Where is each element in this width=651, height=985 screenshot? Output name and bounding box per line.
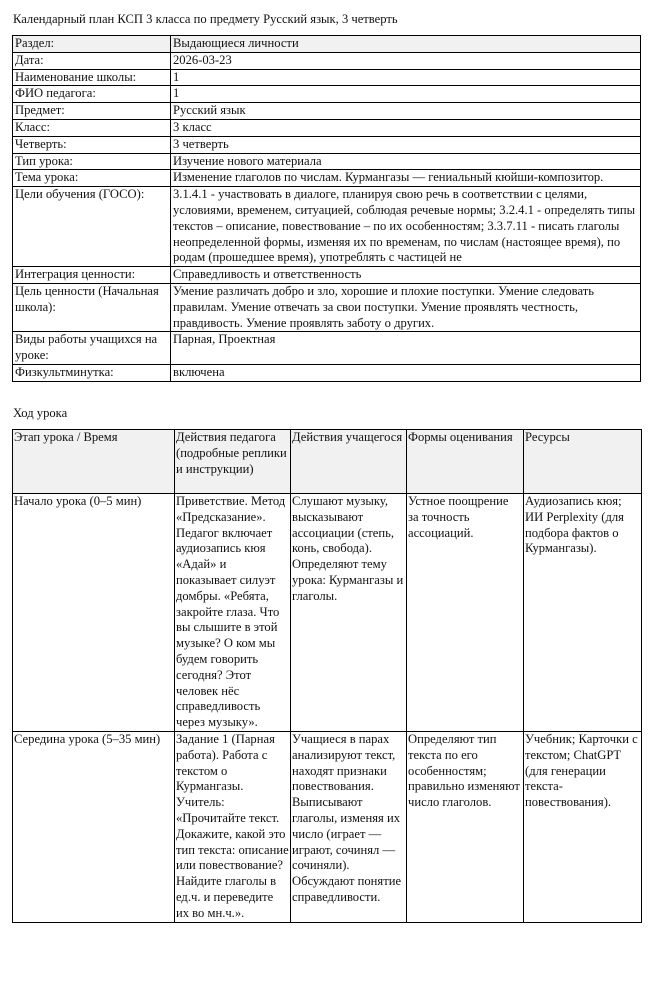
info-value: Изменение глаголов по числам. Курмангазы — гениальный кюйши-композитор. [171,170,641,187]
flow-teacher-actions: Задание 1 (Парная работа). Работа с текстом о Курмангазы. Учитель: «Прочитайте текст. Докажите, какой это тип текста: описание или повествование? Найдите глаголы в ед.ч. и переведите их во мн.ч.». [175,731,291,922]
flow-row [13,731,642,922]
flow-assessment: Определяют тип текста по его особенностям; правильно изменяют число глаголов. [407,731,524,922]
info-value: включена [171,364,641,381]
info-row [13,136,641,153]
info-label: Тема урока: [13,170,171,187]
info-row [13,52,641,69]
lesson-flow-table [12,429,642,923]
flow-student-actions: Слушают музыку, высказывают ассоциации (степь, конь, свобода). Определяют тему урока: Курмангазы и глаголы. [291,494,407,732]
flow-stage: Начало урока (0–5 мин) [13,494,175,732]
info-row [13,283,641,331]
info-label: Интеграция ценности: [13,267,171,284]
column-header-student: Действия учащегося [291,430,407,494]
info-row [13,187,641,267]
info-row [13,170,641,187]
info-row [13,267,641,284]
info-row [13,332,641,365]
info-label: Дата: [13,52,171,69]
info-row [13,86,641,103]
column-header-resources: Ресурсы [524,430,642,494]
document-title: Календарный план КСП 3 класса по предмету Русский язык, 3 четверть [13,12,398,26]
info-label: Цели обучения (ГОСО): [13,187,171,267]
flow-student-actions: Учащиеся в парах анализируют текст, находят признаки повествования. Выписывают глаголы, изменяя их число (играет — играют, сочинял — сочиняли). Обсуждают понятие справедливости. [291,731,407,922]
info-label: Предмет: [13,103,171,120]
info-label: Класс: [13,119,171,136]
info-value: Справедливость и ответственность [171,267,641,284]
info-row [13,153,641,170]
info-label: Четверть: [13,136,171,153]
info-value: 3 класс [171,119,641,136]
info-value: Умение различать добро и зло, хорошие и плохие поступки. Умение следовать правилам. Умение отвечать за свои поступки. Умение проявлять честность, правдивость. Умение проявлять заботу о других. [171,283,641,331]
lesson-info-table [12,35,641,382]
info-label: ФИО педагога: [13,86,171,103]
info-row [13,119,641,136]
flow-teacher-actions: Приветствие. Метод «Предсказание». Педагог включает аудиозапись кюя «Адай» и показывает силуэт домбры. «Ребята, закройте глаза. Что вы слышите в этой музыке? О ком мы будем говорить сегодня? Этот человек нёс справедливость через музыку». [175,494,291,732]
info-value: 2026-03-23 [171,52,641,69]
section-title: Ход урока [13,406,68,420]
info-value: 3 четверть [171,136,641,153]
info-value: Русский язык [171,103,641,120]
info-label: Наименование школы: [13,69,171,86]
flow-stage: Середина урока (5–35 мин) [13,731,175,922]
flow-row [13,494,642,732]
info-value: 1 [171,86,641,103]
info-value: 3.1.4.1 - участвовать в диалоге, планируя свою речь в соответствии с целями, условиями, временем, ситуацией, соблюдая речевые нормы; 3.2.4.1 - определять типы текстов – описание, повествование – по их особенностям; 3.3.7.11 - писать глаголы неопределенной формы, изменяя их по временам, по числам (настоящее время), по родам (прошедшее время), употреблять с частицей не [171,187,641,267]
flow-resources: Учебник; Карточки с текстом; ChatGPT (для генерации текста-повествования). [524,731,642,922]
column-header-assessment: Формы оценивания [407,430,524,494]
info-label: Цель ценности (Начальная школа): [13,283,171,331]
info-label: Тип урока: [13,153,171,170]
flow-assessment: Устное поощрение за точность ассоциаций. [407,494,524,732]
info-row [13,36,641,53]
column-header-teacher: Действия педагога (подробные реплики и инструкции) [175,430,291,494]
column-header-stage: Этап урока / Время [13,430,175,494]
flow-resources: Аудиозапись кюя; ИИ Perplexity (для подбора фактов о Курмангазы). [524,494,642,732]
flow-header-row [13,430,642,494]
info-value: Парная, Проектная [171,332,641,365]
info-value: Изучение нового материала [171,153,641,170]
info-value: 1 [171,69,641,86]
info-label: Раздел: [13,36,171,53]
info-row [13,69,641,86]
info-row [13,364,641,381]
info-value: Выдающиеся личности [171,36,641,53]
info-label: Физкультминутка: [13,364,171,381]
info-row [13,103,641,120]
info-label: Виды работы учащихся на уроке: [13,332,171,365]
